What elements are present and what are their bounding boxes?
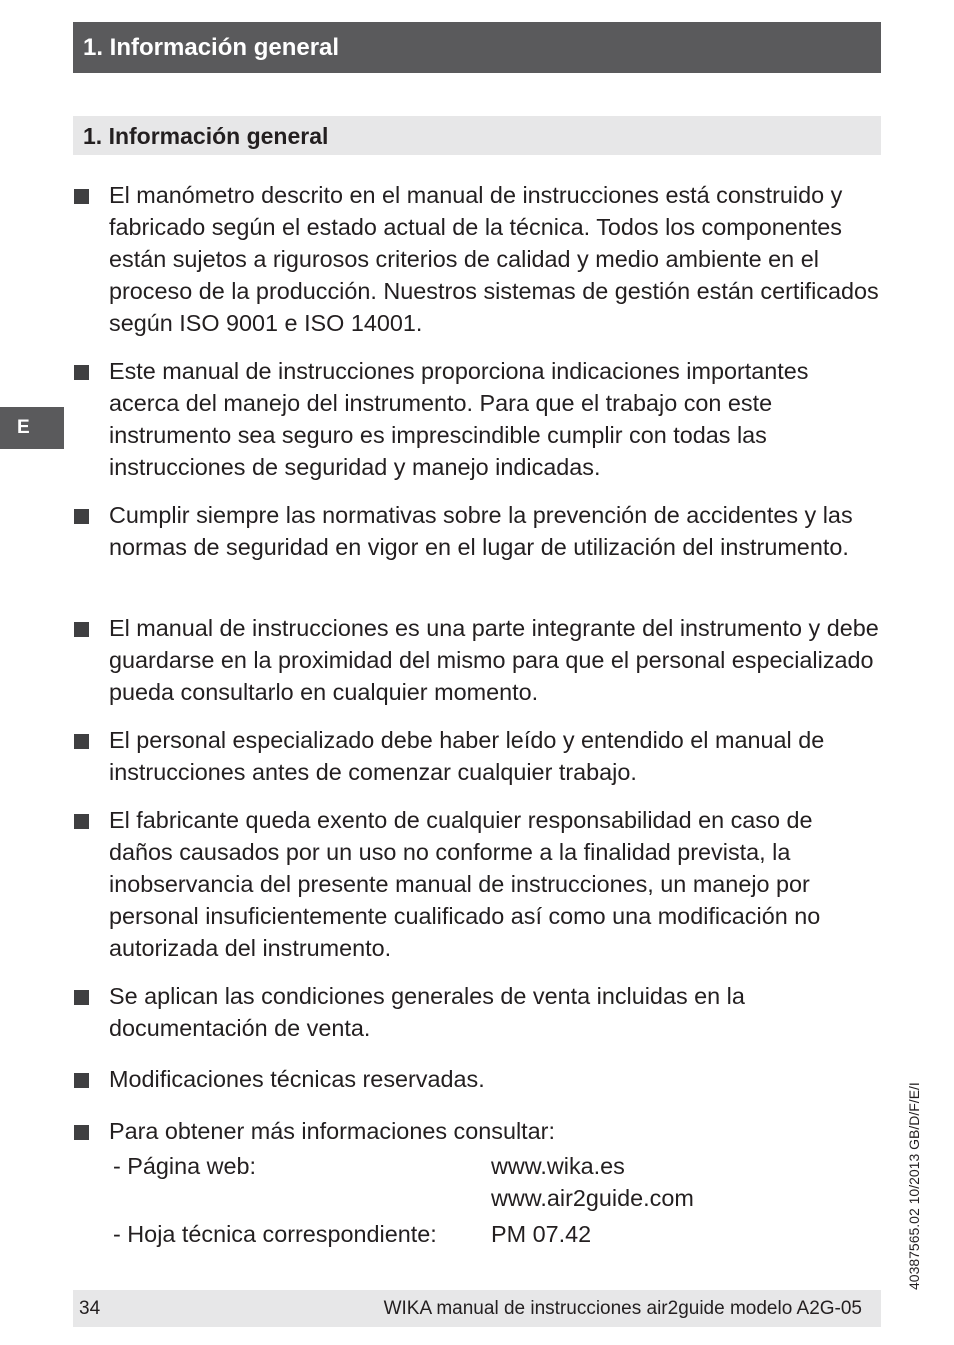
square-bullet-icon xyxy=(74,509,89,524)
bullet-text: Para obtener más informaciones consultar: xyxy=(109,1118,555,1144)
square-bullet-icon xyxy=(74,189,89,204)
page-footer xyxy=(73,1290,881,1327)
square-bullet-icon xyxy=(74,622,89,637)
bullet-item xyxy=(73,980,881,1044)
page-number: 34 xyxy=(79,1298,101,1319)
document-code: 40387565.02 10/2013 GB/D/F/E/I xyxy=(906,1082,922,1290)
footer-title: WIKA manual de instrucciones air2guide modelo A2G-05 xyxy=(383,1298,862,1319)
bullet-text: El fabricante queda exento de cualquier responsabilidad en caso de daños causados por un uso no conforme a la finalidad prevista, la inobservancia del presente manual de instrucciones, un manejo por personal insuficientemente cualificado así como una modificación no autorizada del instrumento. xyxy=(109,807,821,961)
bullet-text: El manual de instrucciones es una parte integrante del instrumento y debe guardarse en la proximidad del mismo para que el personal especializado pueda consultarlo en cualquier momento. xyxy=(109,615,879,705)
bullet-item xyxy=(73,724,881,788)
bullet-text: Se aplican las condiciones generales de venta incluidas en la documentación de venta. xyxy=(109,983,745,1041)
bullet-text: El personal especializado debe haber leído y entendido el manual de instrucciones antes de comenzar cualquier trabajo. xyxy=(109,727,825,785)
square-bullet-icon xyxy=(74,1073,89,1088)
bullet-item xyxy=(73,612,881,708)
web-label: - Página web: xyxy=(113,1153,257,1179)
bullet-item xyxy=(73,1063,881,1095)
language-tab xyxy=(0,407,64,449)
square-bullet-icon xyxy=(74,365,89,380)
web-link-wika[interactable]: www.wika.es xyxy=(491,1153,625,1179)
square-bullet-icon xyxy=(74,814,89,829)
section-title: 1. Información general xyxy=(83,123,329,149)
language-tab-label: E xyxy=(17,417,30,438)
chapter-title: 1. Información general xyxy=(83,34,340,61)
bullet-item xyxy=(73,179,881,339)
data-sheet-value: PM 07.42 xyxy=(491,1221,592,1247)
bullet-item xyxy=(73,499,881,563)
bullet-text: Cumplir siempre las normativas sobre la prevención de accidentes y las normas de seguridad en vigor en el lugar de utilización del instrumento. xyxy=(109,502,853,560)
bullet-item xyxy=(73,804,881,964)
bullet-item xyxy=(73,355,881,483)
bullet-item xyxy=(73,1115,881,1147)
square-bullet-icon xyxy=(74,734,89,749)
bullet-text: Este manual de instrucciones proporciona indicaciones importantes acerca del manejo del instrumento. Para que el trabajo con este instrumento sea seguro es imprescindible cumplir con todas las instrucciones de seguridad y manejo indicadas. xyxy=(109,358,809,480)
square-bullet-icon xyxy=(74,990,89,1005)
bullet-text: El manómetro descrito en el manual de instrucciones está construido y fabricado según el estado actual de la técnica. Todos los componentes están sujetos a rigurosos criterios de calidad y medio ambiente en el proceso de la producción. Nuestros sistemas de gestión están certificados según ISO 9001 e ISO 14001. xyxy=(109,182,879,336)
web-link-air2guide[interactable]: www.air2guide.com xyxy=(491,1185,694,1211)
data-sheet-label: - Hoja técnica correspondiente: xyxy=(113,1221,437,1247)
chapter-header xyxy=(73,22,881,73)
square-bullet-icon xyxy=(74,1125,89,1140)
bullet-text: Modificaciones técnicas reservadas. xyxy=(109,1066,485,1092)
section-heading xyxy=(73,116,881,155)
